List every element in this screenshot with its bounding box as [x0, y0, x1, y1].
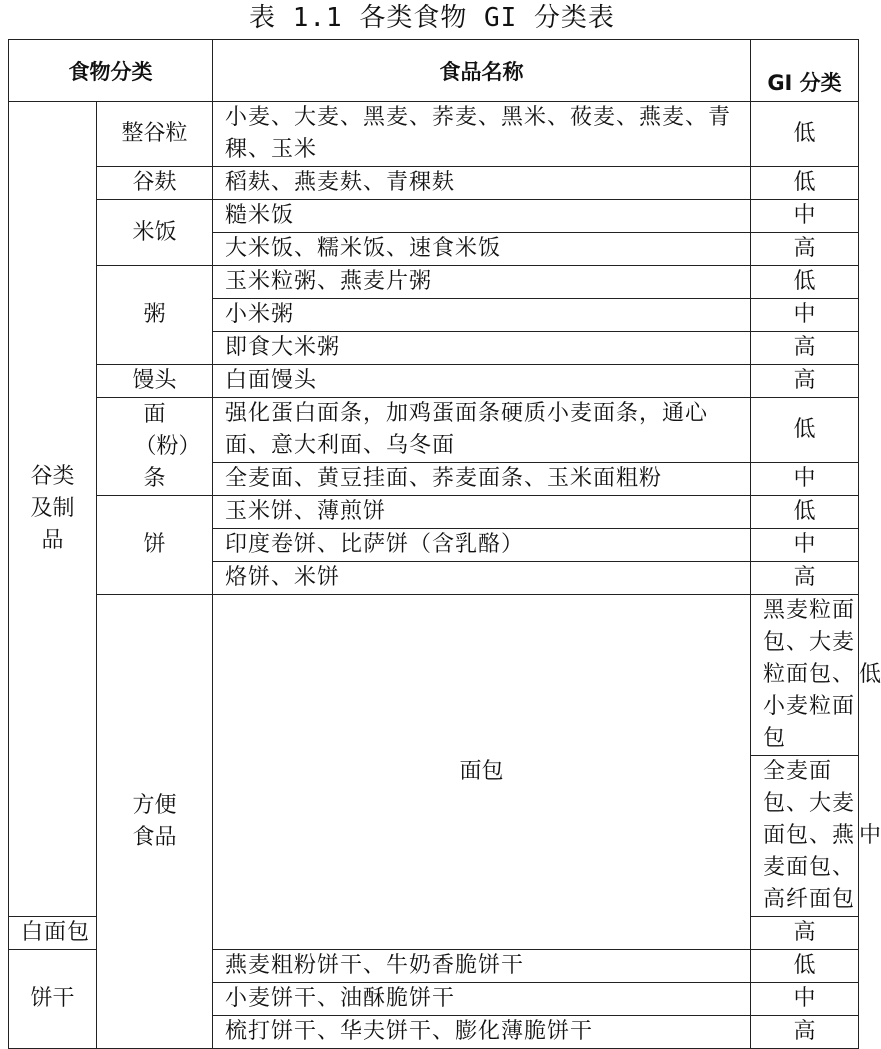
food-name-cell: 玉米饼、薄煎饼: [213, 496, 751, 529]
gi-cell: 低: [751, 496, 859, 529]
table-row: [9, 200, 859, 233]
table-title: 表 1.1 各类食物 GI 分类表: [249, 3, 615, 33]
table-row: [9, 365, 859, 398]
subcategory-cell: 米饭: [97, 200, 213, 266]
subcategory-cell: 整谷粒: [97, 102, 213, 167]
gi-cell: 中: [751, 200, 859, 233]
table-row: [9, 398, 859, 463]
gi-cell: 低: [751, 950, 859, 983]
subcategory-cell: 面（粉）条: [97, 398, 213, 496]
table-row: [9, 266, 859, 299]
food-name-cell: 印度卷饼、比萨饼（含乳酪）: [213, 529, 751, 562]
food-name-cell: 白面馒头: [213, 365, 751, 398]
header-row: [9, 40, 859, 102]
gi-cell: 中: [751, 983, 859, 1016]
food-name-cell: 全麦面包、大麦面包、燕麦面包、高纤面包: [751, 756, 859, 917]
subcategory-cell: 饼: [97, 496, 213, 595]
table-row: [9, 167, 859, 200]
table-row: [9, 102, 859, 167]
gi-cell: 高: [751, 233, 859, 266]
food-name-cell: 大米饭、糯米饭、速食米饭: [213, 233, 751, 266]
food-name-cell: 强化蛋白面条，加鸡蛋面条硬质小麦面条，通心面、意大利面、乌冬面: [213, 398, 751, 463]
gi-cell: 低: [751, 398, 859, 463]
header-gi: GI 分类: [751, 40, 859, 102]
food-name-cell: 全麦面、黄豆挂面、荞麦面条、玉米面粗粉: [213, 463, 751, 496]
food-name-cell: 白面包: [9, 917, 97, 950]
gi-cell: 高: [751, 365, 859, 398]
gi-cell: 高: [751, 332, 859, 365]
food-name-cell: 烙饼、米饼: [213, 562, 751, 595]
table-row: 方便食品 面包 黑麦粒面包、大麦粒面包、小麦粒面包 低: [9, 595, 859, 756]
subcategory-cell: 馒头: [97, 365, 213, 398]
subcategory-cell: 粥: [97, 266, 213, 365]
gi-cell: 低: [751, 102, 859, 167]
table-row: [9, 496, 859, 529]
category-cell: 谷类及制品: [9, 102, 97, 917]
gi-table: [8, 39, 881, 1049]
subcategory-cell: 饼干: [9, 950, 97, 1049]
subcategory-cell: 谷麸: [97, 167, 213, 200]
header-category: 食物分类: [9, 40, 213, 102]
gi-cell: 中: [751, 299, 859, 332]
category-cell: 方便食品: [97, 595, 213, 1049]
food-name-cell: 即食大米粥: [213, 332, 751, 365]
food-name-cell: 小麦、大麦、黑麦、荞麦、黑米、莜麦、燕麦、青稞、玉米: [213, 102, 751, 167]
food-name-cell: 糙米饭: [213, 200, 751, 233]
food-name-cell: 稻麸、燕麦麸、青稞麸: [213, 167, 751, 200]
gi-cell: 低: [751, 167, 859, 200]
food-name-cell: 小麦饼干、油酥脆饼干: [213, 983, 751, 1016]
gi-cell: 中: [751, 463, 859, 496]
gi-cell: 高: [751, 917, 859, 950]
gi-cell: 中: [751, 529, 859, 562]
food-name-cell: 小米粥: [213, 299, 751, 332]
food-name-cell: 燕麦粗粉饼干、牛奶香脆饼干: [213, 950, 751, 983]
table-row: 全麦面包、大麦面包、燕麦面包、高纤面包 中: [9, 756, 859, 917]
header-name: 食品名称: [213, 40, 751, 102]
food-name-cell: 梳打饼干、华夫饼干、膨化薄脆饼干: [213, 1016, 751, 1049]
gi-cell: 高: [751, 1016, 859, 1049]
gi-cell: 高: [751, 562, 859, 595]
subcategory-cell: 面包: [213, 595, 751, 950]
food-name-cell: 黑麦粒面包、大麦粒面包、小麦粒面包: [751, 595, 859, 756]
gi-cell: 低: [751, 266, 859, 299]
food-name-cell: 玉米粒粥、燕麦片粥: [213, 266, 751, 299]
